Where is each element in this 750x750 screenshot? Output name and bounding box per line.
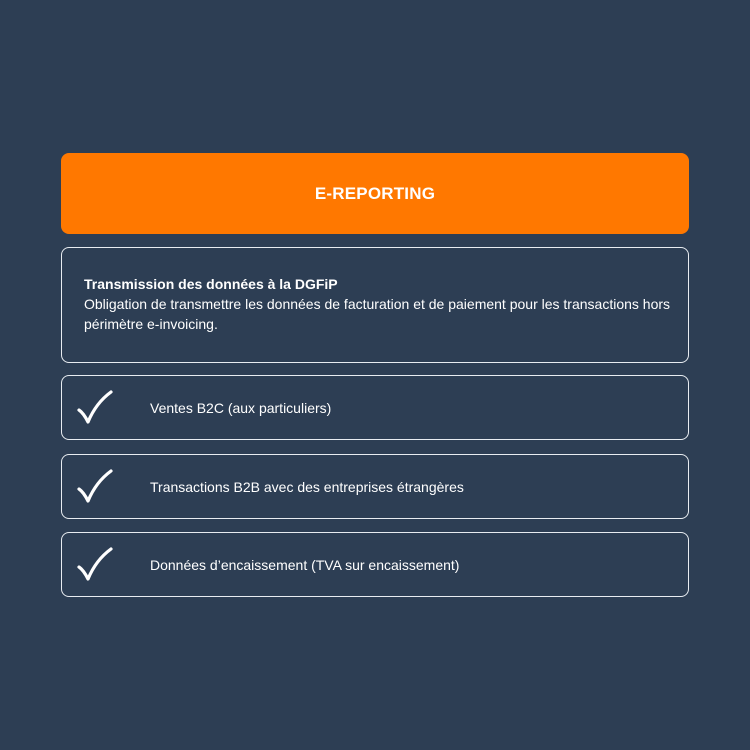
list-item xyxy=(61,375,689,440)
intro-content xyxy=(84,274,674,334)
header-title: E-REPORTING xyxy=(314,183,436,203)
header-banner xyxy=(61,153,689,234)
list-item-label: Transactions B2B avec des entreprises étrangères xyxy=(150,478,464,495)
intro-card xyxy=(61,247,689,363)
checkmark-icon xyxy=(76,468,114,506)
list-item-label: Données d’encaissement (TVA sur encaissement) xyxy=(150,556,460,573)
checkmark-icon xyxy=(76,546,114,584)
list-item xyxy=(61,454,689,519)
intro-text: Obligation de transmettre les données de facturation et de paiement pour les transactions hors périmètre e-invoicing. xyxy=(84,296,671,332)
intro-title: Transmission des données à la DGFiP xyxy=(84,276,338,292)
list-item-label: Ventes B2C (aux particuliers) xyxy=(150,399,332,416)
checkmark-icon xyxy=(76,389,114,427)
list-item xyxy=(61,532,689,597)
